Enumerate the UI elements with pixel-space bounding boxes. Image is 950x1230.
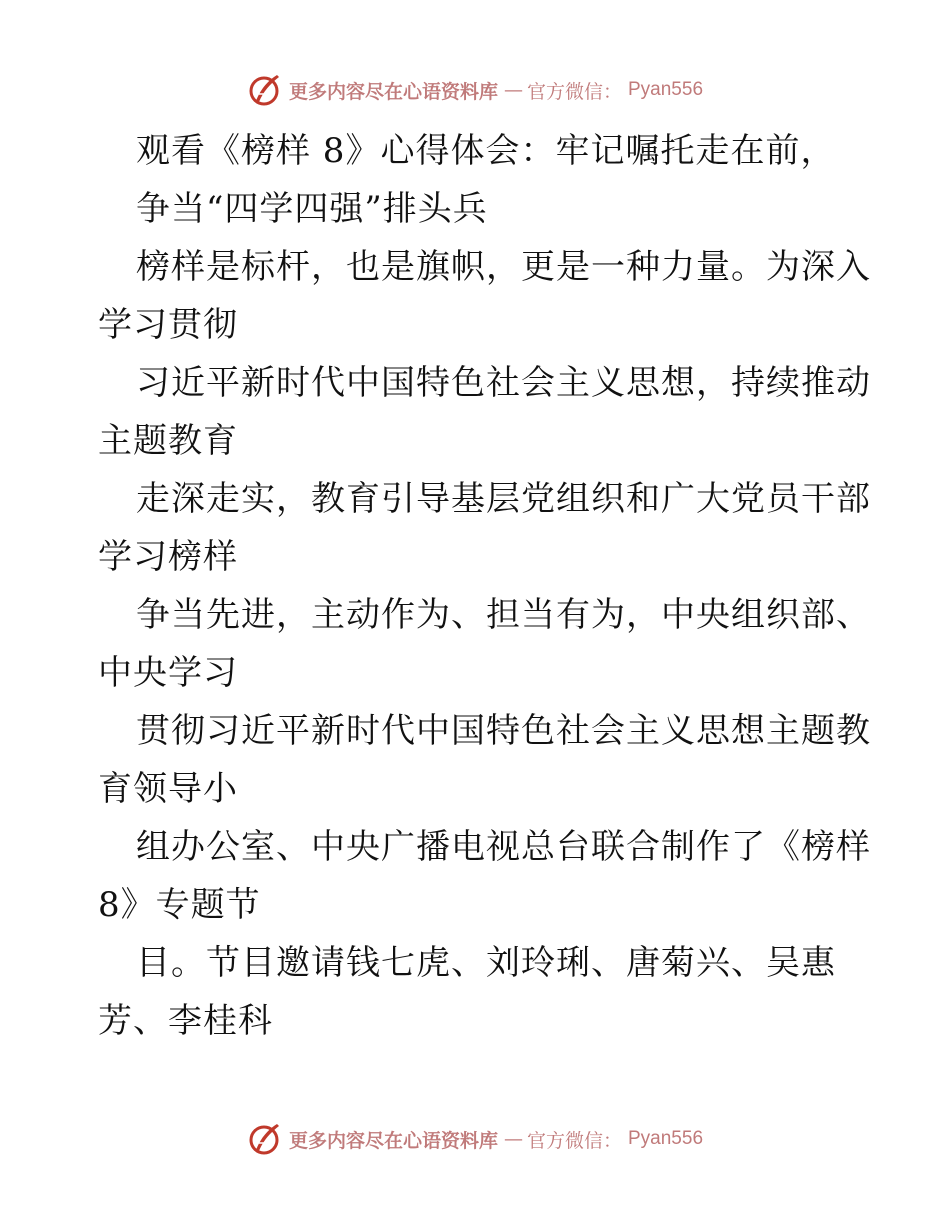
watermark-wechat-label: 官方微信： (526, 1129, 622, 1152)
text-line: 观看《榜样 8》心得体会：牢记嘱托走在前， (136, 131, 836, 171)
watermark-dash: — (503, 79, 521, 101)
watermark-dash: — (503, 1128, 521, 1150)
text-line: 习近平新时代中国特色社会主义思想，持续推动 (136, 363, 871, 403)
text-line: 8》专题节 (98, 885, 261, 925)
watermark-main-text: 更多内容尽在心语资料库 (288, 80, 498, 103)
text-line: 目。节目邀请钱七虎、刘玲琍、唐菊兴、吴惠 (136, 943, 836, 983)
text-line: 组办公室、中央广播电视总台联合制作了《榜样 (136, 827, 871, 867)
text-line: 榜样是标杆，也是旗帜，更是一种力量。为深入 (136, 247, 871, 287)
text-line: 育领导小 (98, 769, 238, 809)
text-line: 学习贯彻 (98, 305, 238, 345)
watermark-wechat-id: Pyan556 (628, 1128, 704, 1149)
document-body (98, 122, 871, 1050)
watermark-main-text: 更多内容尽在心语资料库 (288, 1129, 498, 1152)
footer-watermark (0, 1119, 950, 1159)
quill-logo-icon (247, 72, 283, 108)
header-watermark (0, 70, 950, 110)
text-line: 中央学习 (98, 653, 238, 693)
watermark-wechat-id: Pyan556 (628, 79, 704, 100)
text-line: 争当先进，主动作为、担当有为，中央组织部、 (136, 595, 871, 635)
text-line: 学习榜样 (98, 537, 238, 577)
watermark-wechat-label: 官方微信： (526, 80, 622, 103)
text-line: 贯彻习近平新时代中国特色社会主义思想主题教 (136, 711, 871, 751)
text-line: 走深走实，教育引导基层党组织和广大党员干部 (136, 479, 871, 519)
text-line: 主题教育 (98, 421, 238, 461)
text-line: 争当“四学四强”排头兵 (136, 189, 488, 229)
quill-logo-icon (247, 1121, 283, 1157)
text-line: 芳、李桂科 (98, 1001, 273, 1041)
